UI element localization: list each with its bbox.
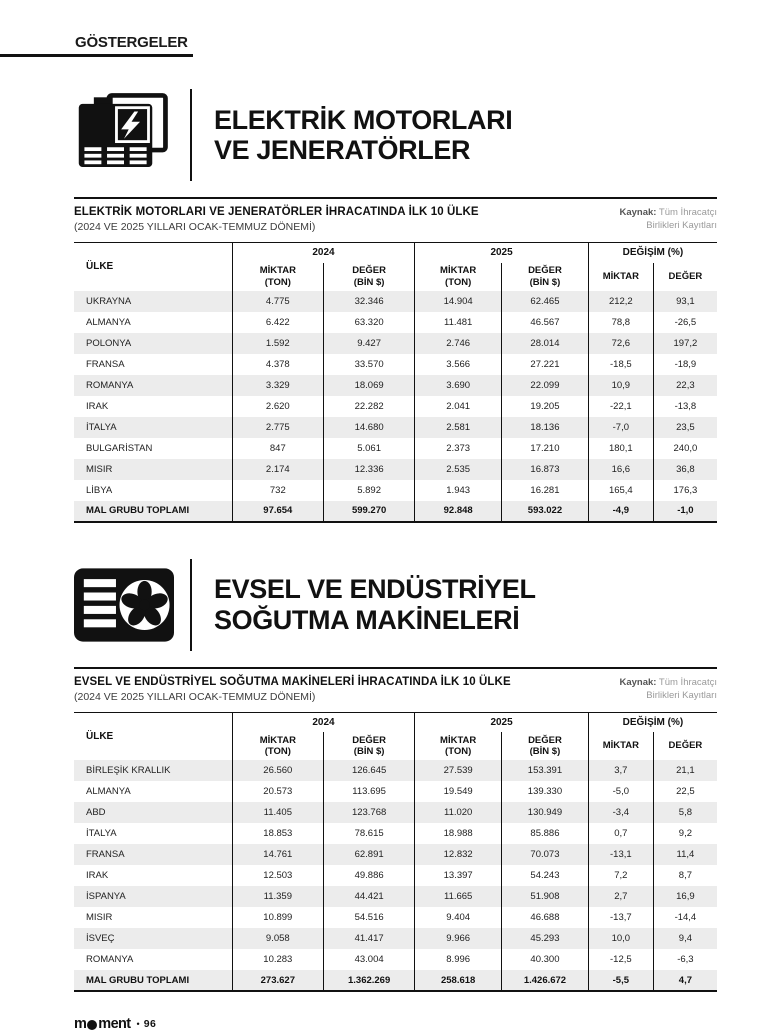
value-cell: 26.560 — [232, 760, 323, 781]
col-header-amount-2025: MİKTAR (TON) — [415, 263, 502, 291]
total-value: -5,5 — [588, 970, 653, 991]
value-cell: 16,6 — [588, 459, 653, 480]
section-cooling-machines — [74, 559, 717, 993]
value-cell: 123.768 — [323, 802, 414, 823]
total-label: MAL GRUBU TOPLAMI — [86, 974, 190, 986]
source-line2: Birlikleri Kayıtları — [646, 689, 717, 701]
value-cell: 5,8 — [653, 802, 717, 823]
value-cell: 10.283 — [232, 949, 323, 970]
page-header — [0, 0, 777, 57]
value-cell: 197,2 — [653, 333, 717, 354]
value-cell: 847 — [232, 438, 323, 459]
value-cell: 8,7 — [653, 865, 717, 886]
table-row — [74, 802, 717, 823]
total-value: 1.426.672 — [502, 970, 589, 991]
col-header-value-2025: DEĞER (BİN $) — [502, 263, 589, 291]
value-cell: 54.243 — [502, 865, 589, 886]
col-header-amount-2025: MİKTAR (TON) — [415, 732, 502, 760]
value-cell: 180,1 — [588, 438, 653, 459]
source-line1: Tüm İhracatçı — [658, 207, 717, 218]
table-subtitle: (2024 VE 2025 YILLARI OCAK-TEMMUZ DÖNEMİ) — [74, 690, 316, 703]
value-cell: 732 — [232, 480, 323, 501]
total-value: 97.654 — [232, 501, 323, 522]
total-value: 92.848 — [415, 501, 502, 522]
country-cell: FRANSA — [86, 358, 125, 370]
total-value: 1.362.269 — [323, 970, 414, 991]
country-cell: LİBYA — [86, 484, 113, 496]
value-cell: 11.359 — [232, 886, 323, 907]
value-cell: -14,4 — [653, 907, 717, 928]
value-cell: 62.465 — [502, 291, 589, 312]
brand-logo-text-right: ment — [98, 1016, 131, 1032]
bullet-separator: • — [136, 1019, 140, 1029]
country-cell: İTALYA — [86, 421, 117, 433]
value-cell: 43.004 — [323, 949, 414, 970]
total-value: -1,0 — [653, 501, 717, 522]
col-header-amount-change: MİKTAR — [588, 732, 653, 760]
value-cell: 240,0 — [653, 438, 717, 459]
value-cell: 12.336 — [323, 459, 414, 480]
table-row — [74, 417, 717, 438]
value-cell: 19.205 — [502, 396, 589, 417]
country-cell: ALMANYA — [86, 786, 131, 797]
table-row — [74, 459, 717, 480]
value-cell: 28.014 — [502, 333, 589, 354]
value-cell: 85.886 — [502, 823, 589, 844]
country-cell: ABD — [86, 807, 106, 818]
value-cell: 2.535 — [415, 459, 502, 480]
value-cell: 78,8 — [588, 312, 653, 333]
section-title — [214, 574, 536, 634]
total-value: 273.627 — [232, 970, 323, 991]
total-value: 593.022 — [502, 501, 589, 522]
total-row — [74, 501, 717, 522]
cooling-unit-icon — [74, 566, 174, 644]
value-cell: 9.966 — [415, 928, 502, 949]
value-cell: 10,9 — [588, 375, 653, 396]
value-cell: -13,8 — [653, 396, 717, 417]
country-cell: MISIR — [86, 912, 113, 923]
value-cell: 9,4 — [653, 928, 717, 949]
value-cell: 16.873 — [502, 459, 589, 480]
country-cell: İSPANYA — [86, 891, 126, 902]
source-label: Kaynak: — [619, 207, 657, 218]
value-cell: 4.378 — [232, 354, 323, 375]
value-cell: 27.539 — [415, 760, 502, 781]
table-row — [74, 396, 717, 417]
value-cell: 5.061 — [323, 438, 414, 459]
value-cell: 18.136 — [502, 417, 589, 438]
value-cell: 130.949 — [502, 802, 589, 823]
section-title-line2: SOĞUTMA MAKİNELERİ — [214, 604, 520, 635]
table-row — [74, 907, 717, 928]
table-row — [74, 823, 717, 844]
table-block-electric — [74, 197, 717, 523]
value-cell: 14.761 — [232, 844, 323, 865]
value-cell: 18.988 — [415, 823, 502, 844]
col-header-country: ÜLKE — [86, 730, 114, 742]
value-cell: 46.688 — [502, 907, 589, 928]
table-row — [74, 333, 717, 354]
value-cell: 2.746 — [415, 333, 502, 354]
value-cell: 22,3 — [653, 375, 717, 396]
value-cell: 18.069 — [323, 375, 414, 396]
country-cell: MISIR — [86, 463, 113, 475]
value-cell: 22,5 — [653, 781, 717, 802]
col-header-value-2024: DEĞER (BİN $) — [323, 732, 414, 760]
table-row — [74, 781, 717, 802]
total-row — [74, 970, 717, 991]
col-header-value-change: DEĞER — [653, 263, 717, 291]
country-cell: UKRAYNA — [86, 295, 132, 307]
col-group-2025: 2025 — [415, 243, 589, 263]
section-header — [74, 89, 717, 181]
col-header-value-2025: DEĞER (BİN $) — [502, 732, 589, 760]
value-cell: 11,4 — [653, 844, 717, 865]
country-cell: IRAK — [86, 870, 109, 881]
value-cell: 27.221 — [502, 354, 589, 375]
value-cell: 20.573 — [232, 781, 323, 802]
value-cell: 139.330 — [502, 781, 589, 802]
value-cell: -13,7 — [588, 907, 653, 928]
value-cell: 2.174 — [232, 459, 323, 480]
value-cell: 62.891 — [323, 844, 414, 865]
col-group-2024: 2024 — [232, 243, 415, 263]
value-cell: 212,2 — [588, 291, 653, 312]
col-header-amount-2024: MİKTAR (TON) — [232, 732, 323, 760]
section-title-line1: ELEKTRİK MOTORLARI — [214, 104, 513, 135]
value-cell: -3,4 — [588, 802, 653, 823]
col-header-value-change: DEĞER — [653, 732, 717, 760]
table-source — [619, 676, 717, 703]
value-cell: 14.680 — [323, 417, 414, 438]
page-footer — [0, 1016, 777, 1032]
total-value: 4,7 — [653, 970, 717, 991]
table-title: EVSEL VE ENDÜSTRİYEL SOĞUTMA MAKİNELERİ İHRACATINDA İLK 10 ÜLKE — [74, 675, 511, 688]
country-cell: IRAK — [86, 400, 109, 412]
value-cell: -22,1 — [588, 396, 653, 417]
country-cell: ROMANYA — [86, 954, 134, 965]
value-cell: 49.886 — [323, 865, 414, 886]
country-cell: ALMANYA — [86, 316, 131, 328]
value-cell: 11.481 — [415, 312, 502, 333]
value-cell: 2.041 — [415, 396, 502, 417]
value-cell: 4.775 — [232, 291, 323, 312]
export-table-cooling — [74, 712, 717, 993]
value-cell: 23,5 — [653, 417, 717, 438]
country-cell: BULGARİSTAN — [86, 442, 153, 454]
col-group-2024: 2024 — [232, 712, 415, 732]
total-value: 258.618 — [415, 970, 502, 991]
col-header-country: ÜLKE — [86, 261, 114, 273]
value-cell: 41.417 — [323, 928, 414, 949]
section-electric-motors — [74, 89, 717, 523]
value-cell: 7,2 — [588, 865, 653, 886]
section-header — [74, 559, 717, 651]
value-cell: 1.943 — [415, 480, 502, 501]
vertical-divider — [190, 559, 192, 651]
value-cell: 36,8 — [653, 459, 717, 480]
value-cell: 18.853 — [232, 823, 323, 844]
table-row — [74, 844, 717, 865]
section-title — [214, 105, 512, 165]
country-cell: İSVEÇ — [86, 933, 115, 944]
value-cell: 9.404 — [415, 907, 502, 928]
country-cell: İTALYA — [86, 828, 117, 839]
value-cell: 11.405 — [232, 802, 323, 823]
value-cell: -26,5 — [653, 312, 717, 333]
export-table-electric — [74, 242, 717, 523]
value-cell: 22.099 — [502, 375, 589, 396]
value-cell: 2.775 — [232, 417, 323, 438]
table-subtitle: (2024 VE 2025 YILLARI OCAK-TEMMUZ DÖNEMİ) — [74, 221, 316, 233]
value-cell: 11.665 — [415, 886, 502, 907]
col-group-2025: 2025 — [415, 712, 589, 732]
section-title-line1: EVSEL VE ENDÜSTRİYEL — [214, 574, 536, 605]
col-header-amount-2024: MİKTAR (TON) — [232, 263, 323, 291]
value-cell: 2.620 — [232, 396, 323, 417]
value-cell: 46.567 — [502, 312, 589, 333]
value-cell: 3.566 — [415, 354, 502, 375]
value-cell: 11.020 — [415, 802, 502, 823]
value-cell: 9,2 — [653, 823, 717, 844]
value-cell: 21,1 — [653, 760, 717, 781]
value-cell: 165,4 — [588, 480, 653, 501]
table-row — [74, 949, 717, 970]
value-cell: 10,0 — [588, 928, 653, 949]
vertical-divider — [190, 89, 192, 181]
value-cell: 8.996 — [415, 949, 502, 970]
value-cell: 40.300 — [502, 949, 589, 970]
col-group-change: DEĞİŞİM (%) — [588, 712, 717, 732]
table-row — [74, 928, 717, 949]
value-cell: 12.503 — [232, 865, 323, 886]
value-cell: 6.422 — [232, 312, 323, 333]
value-cell: 1.592 — [232, 333, 323, 354]
brand-logo-text-left: m — [74, 1016, 87, 1032]
value-cell: -12,5 — [588, 949, 653, 970]
value-cell: 14.904 — [415, 291, 502, 312]
source-line2: Birlikleri Kayıtları — [646, 220, 717, 232]
value-cell: 9.427 — [323, 333, 414, 354]
table-row — [74, 886, 717, 907]
table-row — [74, 438, 717, 459]
table-row — [74, 312, 717, 333]
value-cell: -18,5 — [588, 354, 653, 375]
country-cell: ROMANYA — [86, 379, 134, 391]
table-title: ELEKTRİK MOTORLARI VE JENERATÖRLER İHRACATINDA İLK 10 ÜLKE — [74, 206, 479, 218]
value-cell: 5.892 — [323, 480, 414, 501]
total-label: MAL GRUBU TOPLAMI — [86, 505, 190, 516]
source-line1: Tüm İhracatçı — [658, 676, 717, 688]
value-cell: 44.421 — [323, 886, 414, 907]
table-row — [74, 291, 717, 312]
section-title-line2: VE JENERATÖRLER — [214, 135, 471, 165]
value-cell: 176,3 — [653, 480, 717, 501]
page-kicker: GÖSTERGELER — [0, 34, 193, 57]
col-header-amount-change: MİKTAR — [588, 263, 653, 291]
table-row — [74, 760, 717, 781]
value-cell: 63.320 — [323, 312, 414, 333]
country-cell: BİRLEŞİK KRALLIK — [86, 765, 171, 776]
table-row — [74, 865, 717, 886]
country-cell: POLONYA — [86, 337, 132, 349]
value-cell: 2.373 — [415, 438, 502, 459]
value-cell: 16.281 — [502, 480, 589, 501]
generator-icon — [74, 91, 174, 179]
col-group-change: DEĞİŞİM (%) — [588, 243, 717, 263]
value-cell: 19.549 — [415, 781, 502, 802]
table-source — [619, 206, 717, 233]
value-cell: 51.908 — [502, 886, 589, 907]
page-number: 96 — [143, 1018, 157, 1030]
value-cell: 0,7 — [588, 823, 653, 844]
country-cell: FRANSA — [86, 849, 125, 860]
col-header-value-2024: DEĞER (BİN $) — [323, 263, 414, 291]
value-cell: -7,0 — [588, 417, 653, 438]
brand-logo-dot-icon — [87, 1020, 97, 1030]
value-cell: -6,3 — [653, 949, 717, 970]
value-cell: 3.690 — [415, 375, 502, 396]
value-cell: 113.695 — [323, 781, 414, 802]
table-block-cooling — [74, 667, 717, 993]
source-label: Kaynak: — [619, 676, 657, 688]
table-row — [74, 375, 717, 396]
value-cell: 33.570 — [323, 354, 414, 375]
value-cell: 9.058 — [232, 928, 323, 949]
value-cell: 45.293 — [502, 928, 589, 949]
total-value: -4,9 — [588, 501, 653, 522]
value-cell: 153.391 — [502, 760, 589, 781]
value-cell: -18,9 — [653, 354, 717, 375]
value-cell: 3,7 — [588, 760, 653, 781]
value-cell: 13.397 — [415, 865, 502, 886]
value-cell: 16,9 — [653, 886, 717, 907]
value-cell: 54.516 — [323, 907, 414, 928]
table-row — [74, 480, 717, 501]
value-cell: 2,7 — [588, 886, 653, 907]
table-row — [74, 354, 717, 375]
value-cell: 3.329 — [232, 375, 323, 396]
total-value: 599.270 — [323, 501, 414, 522]
value-cell: 72,6 — [588, 333, 653, 354]
value-cell: 70.073 — [502, 844, 589, 865]
value-cell: 126.645 — [323, 760, 414, 781]
value-cell: 2.581 — [415, 417, 502, 438]
value-cell: -5,0 — [588, 781, 653, 802]
value-cell: 78.615 — [323, 823, 414, 844]
value-cell: 93,1 — [653, 291, 717, 312]
value-cell: 32.346 — [323, 291, 414, 312]
value-cell: 22.282 — [323, 396, 414, 417]
value-cell: 12.832 — [415, 844, 502, 865]
value-cell: -13,1 — [588, 844, 653, 865]
value-cell: 17.210 — [502, 438, 589, 459]
value-cell: 10.899 — [232, 907, 323, 928]
